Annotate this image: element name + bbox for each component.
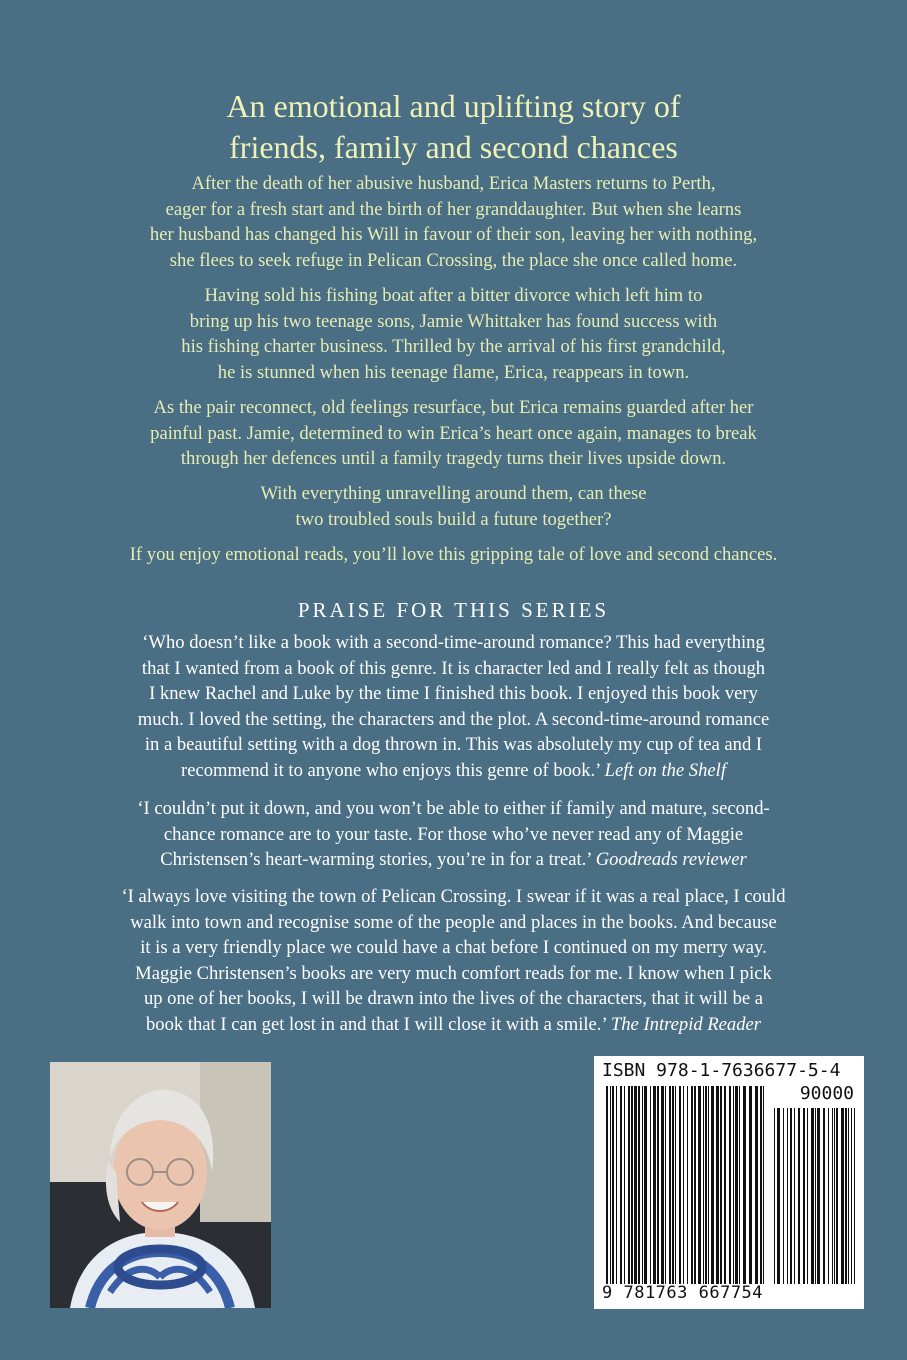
- blurb-line: eager for a fresh start and the birth of her granddaughter. But when she learns: [165, 198, 742, 220]
- blurb-line: With everything unravelling around them, can these: [260, 483, 647, 504]
- quote-line: walk into town and recognise some of the people and places in the books. And because: [130, 911, 777, 933]
- quote-line: ‘I couldn’t put it down, and you won’t be able to either if family and mature, second-: [137, 798, 770, 819]
- review-quote-3: [50, 884, 857, 1038]
- blurb-paragraph-3: [40, 395, 867, 472]
- blurb-line: her husband has changed his Will in favour of their son, leaving her with nothing,: [149, 224, 758, 246]
- quote-line: much. I loved the setting, the characters and the plot. A second-time-around romance: [137, 708, 770, 730]
- blurb-line: If you enjoy emotional reads, you’ll love this gripping tale of love and second chances.: [129, 544, 778, 565]
- quote-line: I knew Rachel and Luke by the time I finished this book. I enjoyed this book very: [149, 683, 758, 705]
- quote-line-last: [50, 758, 857, 784]
- quote-source: The Intrepid Reader: [610, 1013, 762, 1035]
- author-portrait-illustration: [50, 1062, 271, 1308]
- tagline-line-2: friends, family and second chances: [229, 129, 678, 165]
- author-photo: [50, 1062, 271, 1308]
- blurb-line: After the death of her abusive husband, Erica Masters returns to Perth,: [191, 173, 716, 194]
- review-quote-1: [50, 630, 857, 784]
- isbn-label: ISBN 978-1-7636677-5-4: [602, 1060, 841, 1081]
- quote-line-last: [50, 1012, 857, 1038]
- quote-line: it is a very friendly place we could have a chat before I continued on my merry way.: [140, 937, 767, 959]
- quote-source: Left on the Shelf: [604, 759, 726, 781]
- tagline-headline: [60, 86, 847, 168]
- tagline-line-1: An emotional and uplifting story of: [226, 88, 681, 124]
- blurb-line: painful past. Jamie, determined to win Erica’s heart once again, manages to break: [150, 422, 757, 444]
- blurb-line: he is stunned when his teenage flame, Erica, reappears in town.: [217, 361, 690, 383]
- blurb-paragraph-1: [40, 171, 867, 273]
- blurb-line: As the pair reconnect, old feelings resurface, but Erica remains guarded after her: [153, 397, 754, 418]
- blurb-line: bring up his two teenage sons, Jamie Whittaker has found success with: [189, 310, 718, 332]
- quote-line: ‘I always love visiting the town of Pelican Crossing. I swear if it was a real place, I could: [121, 886, 786, 907]
- quote-text: recommend it to anyone who enjoys this genre of book.’: [181, 759, 600, 781]
- quote-line: chance romance are to your taste. For those who’ve never read any of Maggie: [163, 823, 744, 845]
- praise-heading: PRAISE FOR THIS SERIES: [297, 598, 610, 622]
- isbn-barcode: [594, 1056, 864, 1309]
- blurb-line: two troubled souls build a future together?: [295, 508, 612, 530]
- blurb-line: Having sold his fishing boat after a bitter divorce which left him to: [204, 285, 703, 306]
- quote-text: book that I can get lost in and that I will close it with a smile.’: [145, 1013, 607, 1035]
- barcode-bars: [594, 1056, 864, 1309]
- quote-line: in a beautiful setting with a dog thrown in. This was absolutely my cup of tea and I: [144, 734, 763, 756]
- quote-line: Maggie Christensen’s books are very much comfort reads for me. I know when I pick: [135, 962, 772, 984]
- blurb-paragraph-5: [40, 542, 867, 568]
- review-quote-2: [50, 796, 857, 873]
- quote-line: up one of her books, I will be drawn into the lives of the characters, that it will be a: [143, 988, 764, 1010]
- blurb-line: she flees to seek refuge in Pelican Crossing, the place she once called home.: [169, 249, 738, 271]
- quote-line: that I wanted from a book of this genre. It is character led and I really felt as though: [141, 657, 766, 679]
- quote-text: Christensen’s heart-warming stories, you’re in for a treat.’: [160, 849, 592, 871]
- blurb-line: through her defences until a family tragedy turns their lives upside down.: [180, 448, 727, 470]
- blurb-line: his fishing charter business. Thrilled by the arrival of his first grandchild,: [181, 336, 726, 358]
- blurb-paragraph-4: [40, 481, 867, 532]
- barcode-number: 9 781763 667754: [602, 1283, 764, 1303]
- price-code: 90000: [799, 1083, 854, 1104]
- quote-source: Goodreads reviewer: [595, 849, 747, 871]
- blurb-paragraph-2: [40, 283, 867, 385]
- quote-line-last: [50, 847, 857, 873]
- quote-line: ‘Who doesn’t like a book with a second-time-around romance? This had everything: [142, 632, 765, 653]
